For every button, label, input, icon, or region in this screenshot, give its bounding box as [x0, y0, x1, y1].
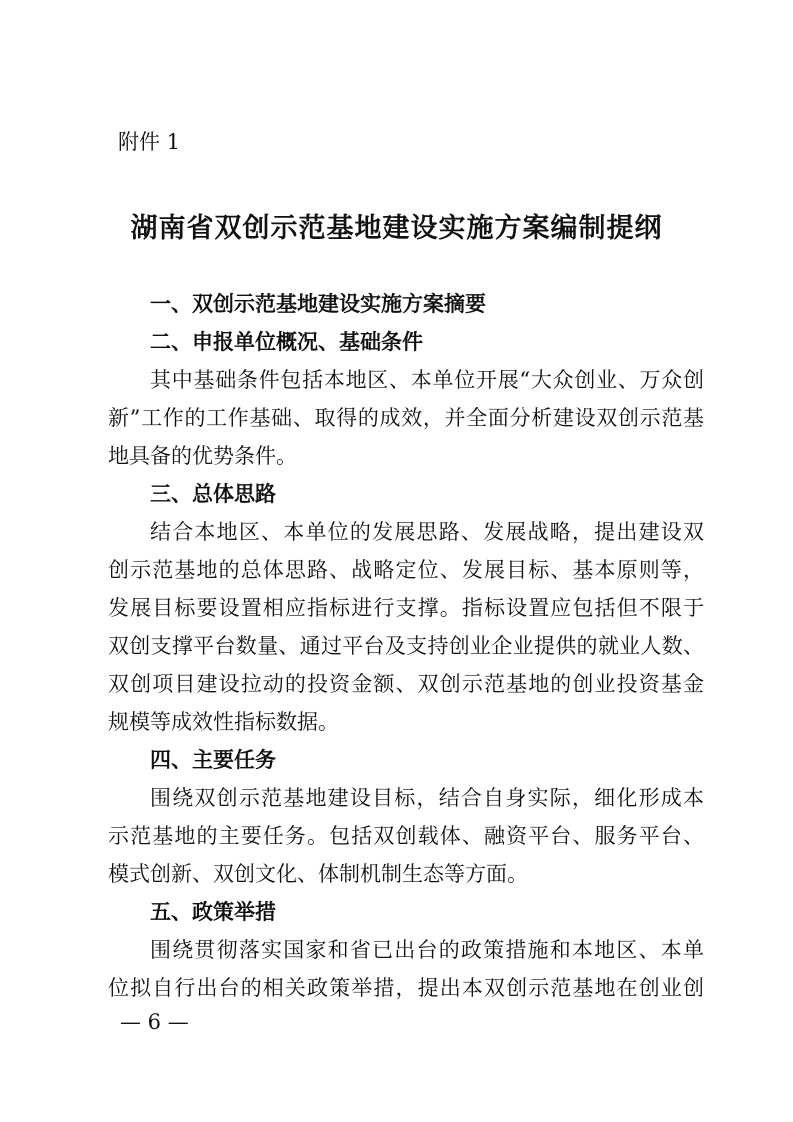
paragraph-line: 双创支撑平台数量、通过平台及支持创业企业提供的就业人数、 [108, 634, 704, 658]
attachment-label: 附件 1 [118, 130, 181, 154]
document-title: 湖南省双创示范基地建设实施方案编制提纲 [130, 213, 663, 244]
section-heading: 三、总体思路 [150, 482, 276, 506]
page-number: — 6 — [120, 1010, 189, 1034]
paragraph-line: 结合本地区、本单位的发展思路、发展战略，提出建设双 [150, 520, 704, 544]
section-heading: 一、双创示范基地建设实施方案摘要 [150, 292, 486, 316]
paragraph-line: 位拟自行出台的相关政策举措，提出本双创示范基地在创业创 [108, 976, 704, 1000]
paragraph-line: 规模等成效性指标数据。 [108, 710, 339, 734]
paragraph-line: 模式创新、双创文化、体制机制生态等方面。 [108, 862, 528, 886]
paragraph-line: 围绕贯彻落实国家和省已出台的政策措施和本地区、本单 [150, 938, 704, 962]
section-heading: 五、政策举措 [150, 900, 276, 924]
section-heading: 二、申报单位概况、基础条件 [150, 330, 423, 354]
document-body [108, 285, 704, 1007]
section-heading: 四、主要任务 [150, 748, 276, 772]
paragraph-line: 示范基地的主要任务。包括双创载体、融资平台、服务平台、 [108, 824, 704, 848]
paragraph-line: 地具备的优势条件。 [108, 444, 297, 468]
paragraph-line: 围绕双创示范基地建设目标，结合自身实际，细化形成本 [150, 786, 704, 810]
paragraph-line: 发展目标要设置相应指标进行支撑。指标设置应包括但不限于 [108, 596, 704, 620]
paragraph-line: 创示范基地的总体思路、战略定位、发展目标、基本原则等， [108, 558, 704, 582]
paragraph-line: 双创项目建设拉动的投资金额、双创示范基地的创业投资基金 [108, 672, 704, 696]
paragraph-line: 新”工作的工作基础、取得的成效，并全面分析建设双创示范基 [108, 406, 704, 430]
paragraph-line: 其中基础条件包括本地区、本单位开展“大众创业、万众创 [150, 368, 704, 392]
